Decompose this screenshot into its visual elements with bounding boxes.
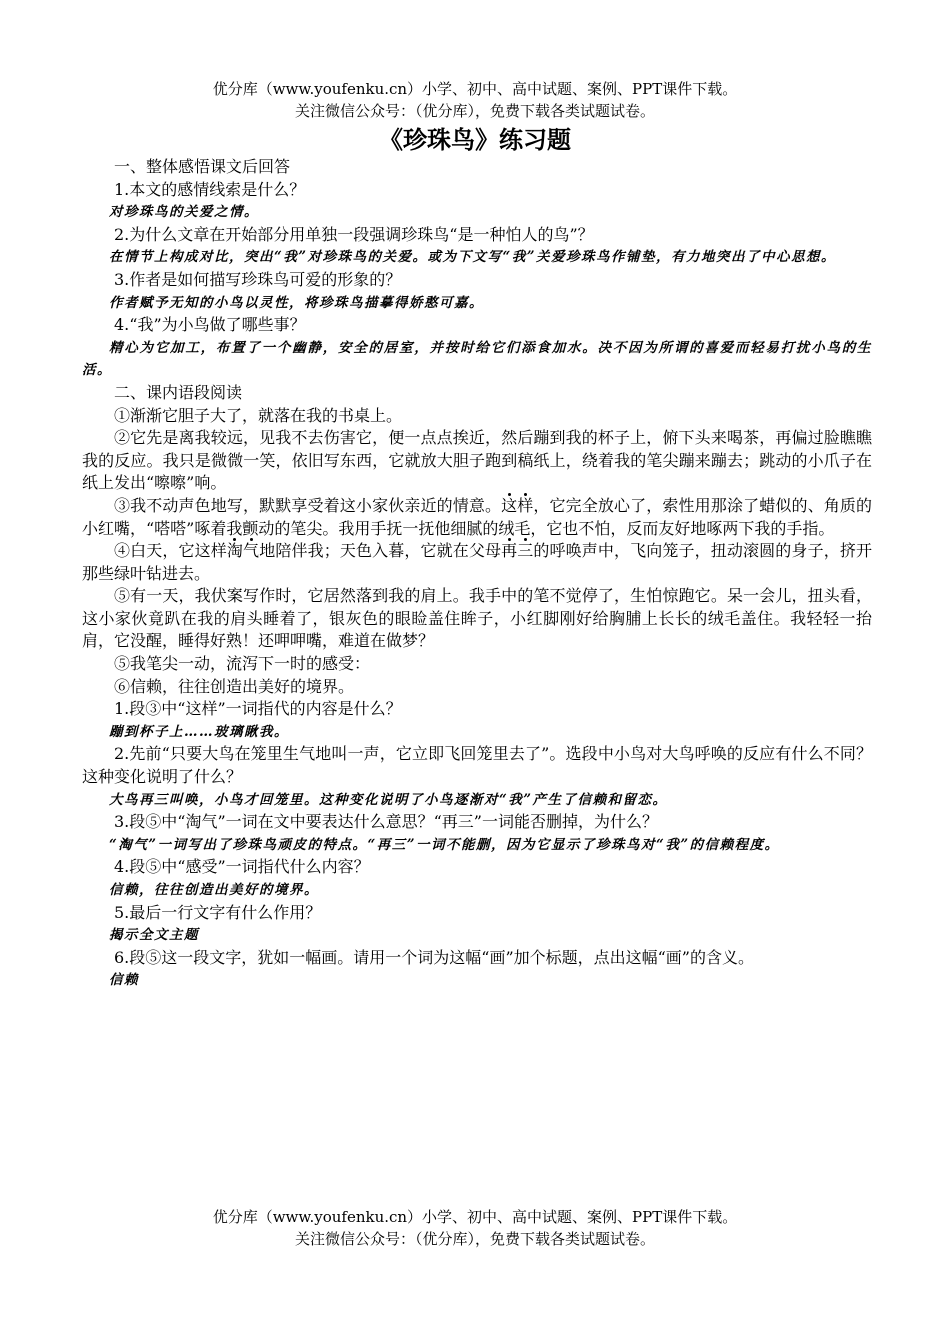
paragraph-3-start: ③我不动声色地写，默默享受着这小家伙亲近的情意。 [114,495,502,515]
emphasis-char: 气 [243,541,260,561]
page-footer [0,1206,950,1250]
footer-line-2: 关注微信公众号：（优分库），免费下载各类试题试卷。 [294,1230,655,1248]
reading-paragraph-1: ①渐渐它胆子大了，就落在我的书桌上。 [114,405,403,425]
document-title: 《珍珠鸟》练习题 [379,125,571,154]
emphasis-char: 这 [501,495,518,515]
section-1-question-2: 2.为什么文章在开始部分用单独一段强调珍珠鸟“是一种怕人的鸟”？ [114,224,594,244]
reading-paragraph-2: ②它先是离我较远，见我不去伤害它，便一点点挨近，然后蹦到我的杯子上，俯下头来喝茶，再偏过脸瞧瞧我的反应。我只是微微一笑，依旧写东西，它就放大胆子跑到稿纸上，绕着我的笔尖蹦来蹦去；跳动的小爪子在纸上发出“嚓嚓”响。 [82,428,872,493]
section-2-question-6: 6.段⑤这一段文字，犹如一幅画。请用一个词为这幅“画”加个标题，点出这幅“画”的含义。 [114,947,754,967]
paragraph-3-end: ，它完全放心了，索性用那涂了蜡似的、角质的小红嘴，“嗒嗒”啄着我颤动的笔尖。我用手抚一抚他细腻的绒毛，它也不怕，反而友好地啄两下我的手指。 [82,495,872,538]
document-body [82,156,872,992]
section-1-heading: 一、整体感悟课文后回答 [114,157,291,176]
section-2-answer-4: 信赖，往往创造出美好的境界。 [109,882,319,898]
section-1-answer-3: 作者赋予无知的小鸟以灵性，将珍珠鸟描摹得娇憨可嘉。 [109,294,484,311]
section-1-answer-4: 精心为它加工，布置了一个幽静，安全的居室，并按时给它们添食加水。决不因为所谓的喜爱而轻易打扰小鸟的生活。 [82,339,872,379]
section-2-question-5: 5.最后一行文字有什么作用？ [114,902,322,922]
section-1-question-3: 3.作者是如何描写珍珠鸟可爱的形象的？ [114,269,402,289]
section-1-answer-1: 对珍珠鸟的关爱之情。 [109,204,259,221]
emphasis-char: 淘 [226,541,244,561]
section-1-answer-2: 在情节上构成对比，突出“我”对珍珠鸟的关爱。或为下文写“我”关爱珍珠鸟作铺垫，有力地突出了中心思想。 [109,249,837,266]
reading-paragraph-7: ⑥信赖，往往创造出美好的境界。 [114,676,355,696]
reading-paragraph-3 [82,495,872,540]
paragraph-4-end: 的呼唤声中，飞向笼子，扭动滚圆的身子，挤开那些绿叶钻进去。 [82,541,872,583]
section-2-answer-2: 大鸟再三叫唤，小鸟才回笼里。这种变化说明了小鸟逐渐对“我”产生了信赖和留恋。 [109,791,668,808]
reading-paragraph-6: ⑤我笔尖一动，流泻下一时的感受： [114,654,371,674]
section-2-question-1: 1.段③中“这样”一词指代的内容是什么？ [114,699,402,719]
section-2-heading: 二、课内语段阅读 [114,382,243,402]
section-1-question-4: 4.“我”为小鸟做了哪些事？ [114,315,306,335]
section-2-answer-3: “淘气”一词写出了珍珠鸟顽皮的特点。“再三”一词不能删，因为它显示了珍珠鸟对“我”的信赖程度。 [109,836,780,853]
header-line-2: 关注微信公众号：（优分库），免费下载各类试题试卷。 [294,102,655,120]
section-2-answer-1: 蹦到杯子上……玻璃瞅我。 [109,723,289,740]
reading-paragraph-4 [82,540,872,585]
section-2-question-2: 2.先前“只要大鸟在笼里生气地叫一声，它立即飞回笼里去了”。选段中小鸟对大鸟呼唤的反应有什么不同？这种变化说明了什么？ [82,744,872,787]
emphasis-char: 样 [517,495,534,515]
section-2-answer-6: 信赖 [109,972,139,989]
page-header [0,78,950,122]
section-2-answer-5: 揭示全文主题 [109,927,199,944]
reading-paragraph-5: ⑤有一天，我伏案写作时，它居然落到我的肩上。我手中的笔不觉停了，生怕惊跑它。呆一会儿，扭头看，这小家伙竟趴在我的肩头睡着了，银灰色的眼睑盖住眸子，小红脚刚好给胸脯上长长的绒毛盖住。我轻轻一抬肩，它没醒，睡得好熟！还呷呷嘴，难道在做梦？ [82,586,872,651]
section-2-question-4: 4.段⑤中“感受”一词指代什么内容？ [114,857,370,877]
paragraph-4-start: ④白天，它这样 [114,541,227,561]
section-2-question-3: 3.段⑤中“淘气”一词在文中要表达什么意思？“再三”一词能否删掉，为什么？ [114,812,658,832]
header-line-1: 优分库（www.youfenku.cn）小学、初中、高中试题、案例、PPT课件下载。 [212,80,738,98]
section-1-question-1: 1.本文的感情线索是什么？ [114,179,306,199]
emphasis-char: 再 [501,541,518,561]
paragraph-4-middle: 地陪伴我；天色入暮，它就在父母 [259,541,502,561]
footer-line-1: 优分库（www.youfenku.cn）小学、初中、高中试题、案例、PPT课件下载。 [212,1208,738,1226]
emphasis-char: 三 [517,541,534,561]
